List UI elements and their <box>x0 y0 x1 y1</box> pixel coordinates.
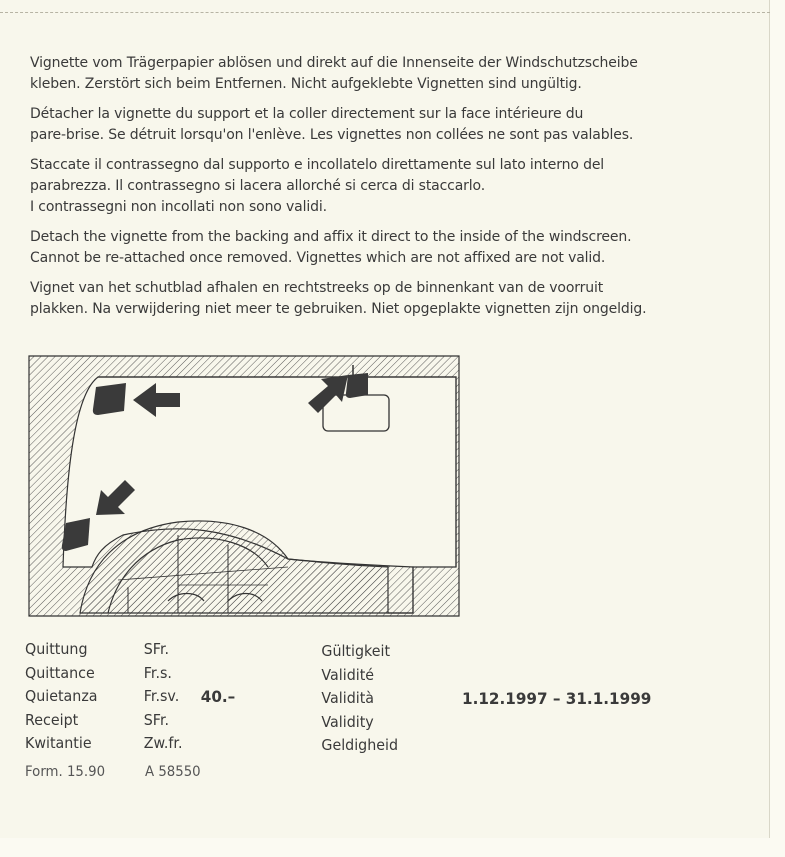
text-line: Staccate il contrassegno dal supporto e incollatelo direttamente sul lato interno del <box>30 156 605 173</box>
instructions-it <box>30 154 721 217</box>
text-line: Vignet van het schutblad afhalen en rechtstreeks op de binnenkant van de voorruit <box>30 279 604 296</box>
text-line: pare-brise. Se détruit lorsqu'on l'enlève. Les vignettes non collées ne sont pas valables. <box>30 126 634 143</box>
currency-unit: SFr. <box>143 710 170 729</box>
validity-label: Validity <box>321 712 374 731</box>
receipt-label: Quittung <box>25 640 88 658</box>
instructions-fr <box>30 103 721 145</box>
receipt-label: Quittance <box>25 663 95 682</box>
text-line: Détacher la vignette du support et la coller directement sur la face intérieure du <box>30 105 584 122</box>
arrow-left-icon <box>133 383 180 417</box>
text-line: kleben. Zerstört sich beim Entfernen. Nicht aufgeklebte Vignetten sind ungültig. <box>30 75 582 92</box>
currency-unit: Fr.s. <box>143 663 172 682</box>
vignette-position-mark <box>346 373 368 398</box>
validity-labels <box>321 640 398 758</box>
rear-view-mirror <box>323 395 389 431</box>
windscreen-placement-diagram <box>28 355 460 617</box>
text-line: Detach the vignette from the backing and affix it direct to the inside of the windscreen. <box>30 228 632 245</box>
receipt-label: Kwitantie <box>25 734 92 752</box>
vignette-position-mark <box>93 383 126 415</box>
receipt-section <box>25 638 690 788</box>
receipt-labels <box>25 638 98 756</box>
receipt-label: Receipt <box>25 710 79 729</box>
instructions-de <box>30 52 721 94</box>
validity-period: 1.12.1997 – 31.1.1999 <box>462 689 652 708</box>
text-line: I contrassegni non incollati non sono validi. <box>30 198 327 215</box>
currency-unit: Fr.sv. <box>143 687 180 705</box>
arrow-down-left-icon <box>96 480 135 515</box>
text-line: Cannot be re-attached once removed. Vignettes which are not affixed are not valid. <box>30 249 606 266</box>
instructions-text <box>30 52 721 328</box>
text-line: parabrezza. Il contrassegno si lacera allorché si cerca di staccarlo. <box>30 177 486 194</box>
validity-label: Validité <box>321 665 375 684</box>
currency-unit: SFr. <box>143 640 170 658</box>
perforation-edge <box>0 0 770 13</box>
amount-value: 40.– <box>200 687 236 706</box>
validity-label: Validità <box>321 689 375 707</box>
serial-number: A 58550 <box>145 764 201 780</box>
instructions-en <box>30 226 721 268</box>
currency-units <box>144 638 183 756</box>
receipt-label: Quietanza <box>25 687 98 705</box>
text-line: plakken. Na verwijdering niet meer te gebruiken. Niet opgeplakte vignetten zijn ongeldig. <box>30 300 647 317</box>
vignette-position-mark <box>62 518 90 551</box>
text-line: Vignette vom Trägerpapier ablösen und direkt auf die Innenseite der Windschutzscheibe <box>30 54 638 71</box>
currency-unit: Zw.fr. <box>143 734 183 752</box>
validity-label: Gültigkeit <box>321 642 391 660</box>
form-number: Form. 15.90 <box>25 764 106 780</box>
validity-label: Geldigheid <box>321 736 399 754</box>
instructions-nl <box>30 277 721 319</box>
